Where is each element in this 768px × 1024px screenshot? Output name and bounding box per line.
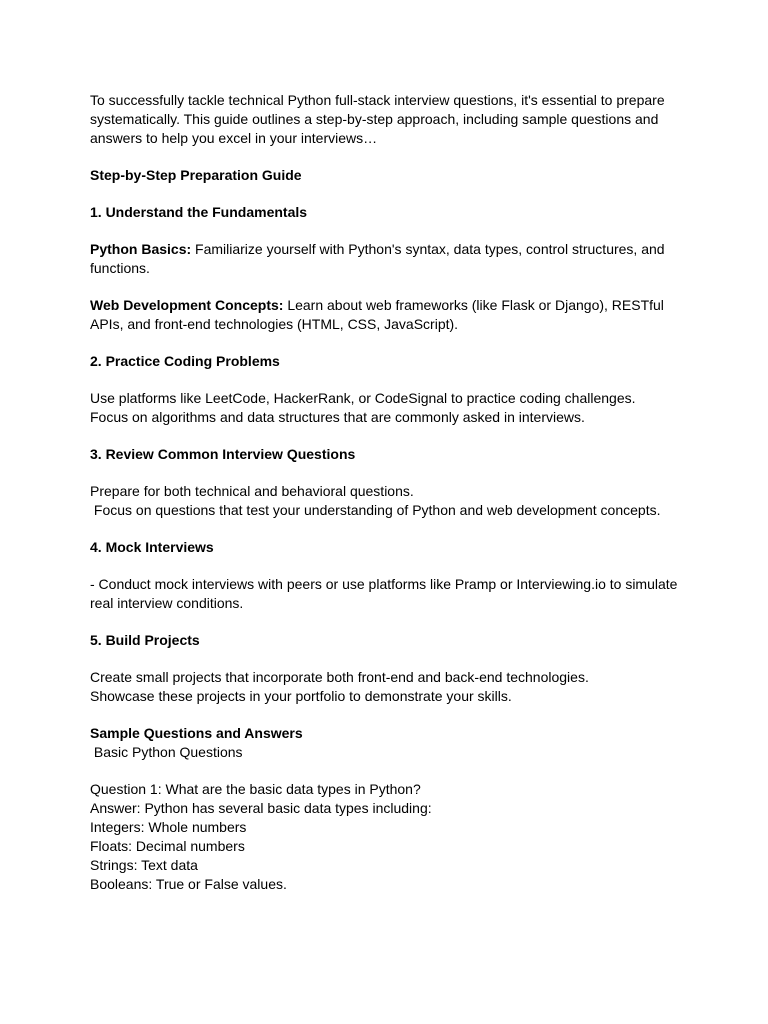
guide-heading: Step-by-Step Preparation Guide [90, 167, 302, 183]
section-2-line: Focus on algorithms and data structures that are commonly asked in interviews. [90, 409, 585, 425]
section-2-heading: 2. Practice Coding Problems [90, 353, 280, 369]
question-1: Question 1: What are the basic data types in Python? [90, 781, 421, 797]
section-4-line: - Conduct mock interviews with peers or use platforms like Pramp or Interviewing.io to simulate [90, 576, 678, 592]
data-type-item: Floats: Decimal numbers [90, 838, 245, 854]
web-dev-text: APIs, and front-end technologies (HTML, CSS, JavaScript). [90, 316, 459, 332]
section-5-line: Showcase these projects in your portfolio to demonstrate your skills. [90, 688, 512, 704]
data-type-item: Strings: Text data [90, 857, 198, 873]
section-5-paragraph [90, 668, 680, 706]
section-5-heading: 5. Build Projects [90, 632, 200, 648]
data-type-item: Integers: Whole numbers [90, 819, 247, 835]
web-dev-text: Learn about web frameworks (like Flask or Django), RESTful [283, 297, 664, 313]
intro-paragraph [90, 91, 680, 148]
data-type-item: Booleans: True or False values. [90, 876, 287, 892]
intro-line: To successfully tackle technical Python full-stack interview questions, it's essential to prepare [90, 92, 665, 108]
web-dev-label: Web Development Concepts: [90, 297, 284, 313]
section-2-paragraph [90, 389, 680, 427]
section-3-line: Focus on questions that test your understanding of Python and web development concepts. [90, 502, 661, 518]
section-4-heading: 4. Mock Interviews [90, 539, 214, 555]
intro-line: answers to help you excel in your interviews… [90, 130, 378, 146]
python-basics-label: Python Basics: [90, 241, 192, 257]
python-basics-text: Familiarize yourself with Python's syntax, data types, control structures, and [191, 241, 665, 257]
question-1-block [90, 780, 680, 894]
answer-1: Answer: Python has several basic data types including: [90, 800, 432, 816]
section-5-line: Create small projects that incorporate both front-end and back-end technologies. [90, 669, 589, 685]
python-basics-text: functions. [90, 260, 150, 276]
section-4-paragraph [90, 575, 680, 613]
python-basics-paragraph [90, 240, 680, 278]
document-page [90, 91, 680, 894]
samples-subheading: Basic Python Questions [90, 744, 243, 760]
web-dev-paragraph [90, 296, 680, 334]
section-3-paragraph [90, 482, 680, 520]
section-3-line: Prepare for both technical and behavioral questions. [90, 483, 414, 499]
section-2-line: Use platforms like LeetCode, HackerRank, or CodeSignal to practice coding challenges. [90, 390, 636, 406]
section-1-heading: 1. Understand the Fundamentals [90, 204, 308, 220]
section-3-heading: 3. Review Common Interview Questions [90, 446, 356, 462]
intro-line: systematically. This guide outlines a step-by-step approach, including sample questions and [90, 111, 659, 127]
section-4-line: real interview conditions. [90, 595, 244, 611]
samples-heading: Sample Questions and Answers [90, 725, 303, 741]
